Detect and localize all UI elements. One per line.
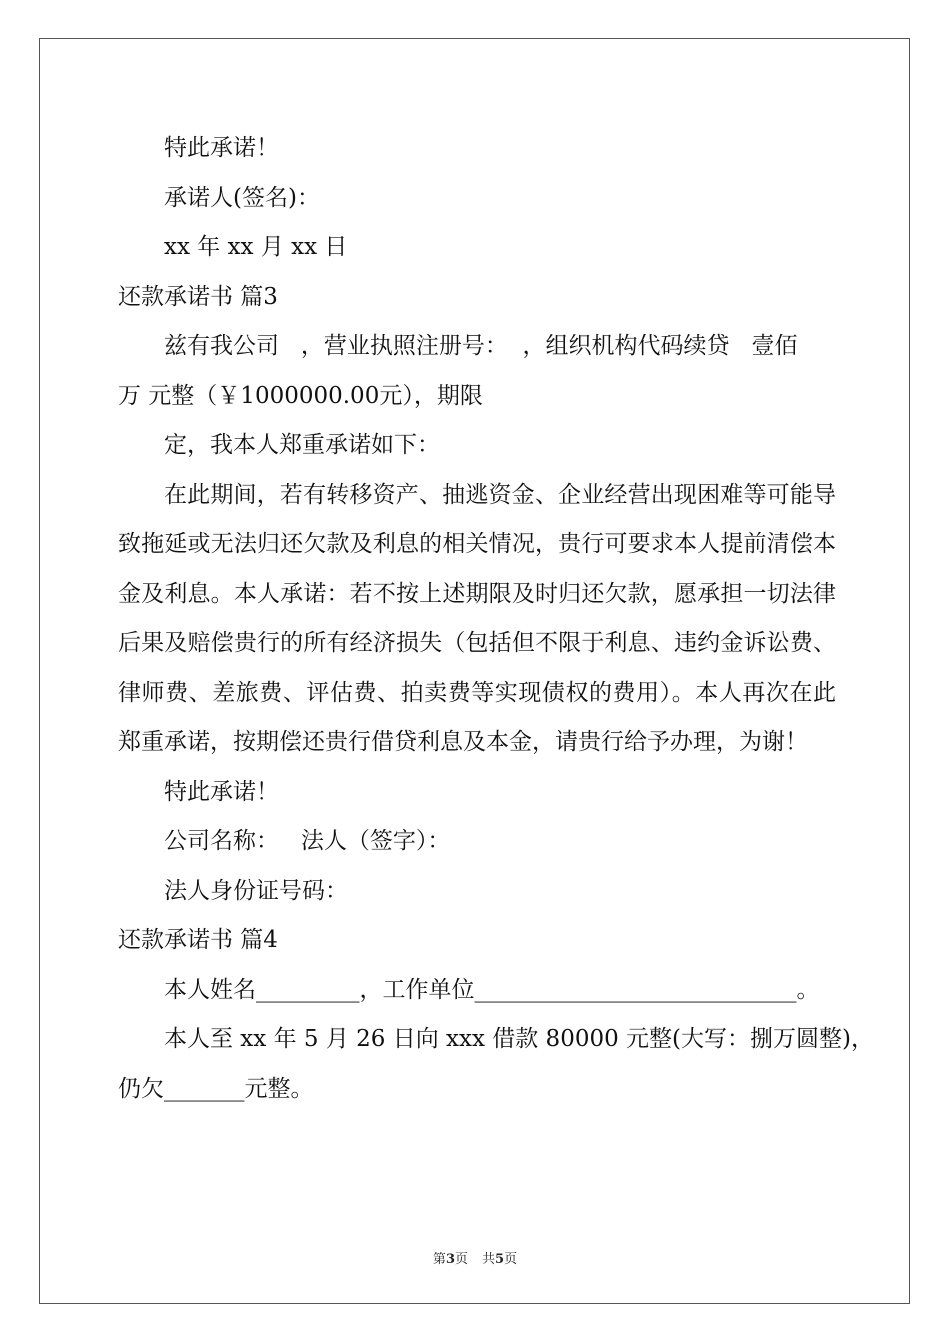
footer-text: 页 — [454, 1252, 468, 1267]
closing-statement: 特此承诺！ — [164, 135, 279, 161]
paragraph-line: 定，我本人郑重承诺如下： — [164, 432, 440, 458]
paragraph-line: 仍欠_______元整。 — [118, 1075, 314, 1102]
section-heading-3: 还款承诺书 篇3 — [118, 283, 278, 310]
page-total: 5 — [495, 1252, 505, 1267]
document-body — [118, 124, 874, 1114]
footer-text: 页 — [504, 1252, 518, 1267]
legal-id-line: 法人身份证号码： — [164, 877, 348, 904]
date-line: xx 年 xx 月 xx 日 — [164, 234, 348, 260]
page-number: 3 — [445, 1252, 455, 1267]
footer-text: 共 — [482, 1252, 496, 1267]
paragraph-line: 本人至 xx 年 5 月 26 日向 xxx 借款 80000 元整(大写：捌万圆整)， — [164, 1026, 874, 1052]
signer-line: 承诺人(签名)： — [164, 184, 320, 211]
paragraph-line: 万 元整（￥1000000.00元），期限 — [118, 382, 483, 409]
company-signature-line: 公司名称： 法人（签字）： — [164, 828, 451, 854]
section-heading-4: 还款承诺书 篇4 — [118, 927, 278, 953]
paragraph-body: 在此期间，若有转移资产、抽逃资金、企业经营出现困难等可能导致拖延或无法归还欠款及利息的相关情况，贵行可要求本人提前清偿本金及利息。本人承诺：若不按上述期限及时归还欠款，愿承担一切法律后果及赔偿贵行的所有经济损失（包括但不限于利息、违约金诉讼费、律师费、差旅费、评估费、拍卖费等实现债权的费用）。本人再次在此郑重承诺，按期偿还贵行借贷利息及本金，请贵行给予办理，为谢！ — [118, 481, 836, 755]
footer-text: 第 — [432, 1252, 446, 1267]
page-footer — [0, 1248, 950, 1267]
paragraph-line: 本人姓名_________，工作单位____________________________。 — [164, 976, 820, 1003]
closing-statement: 特此承诺！ — [164, 778, 279, 805]
paragraph-line: 兹有我公司 ，营业执照注册号： ，组织机构代码续贷 壹佰 — [164, 333, 798, 359]
